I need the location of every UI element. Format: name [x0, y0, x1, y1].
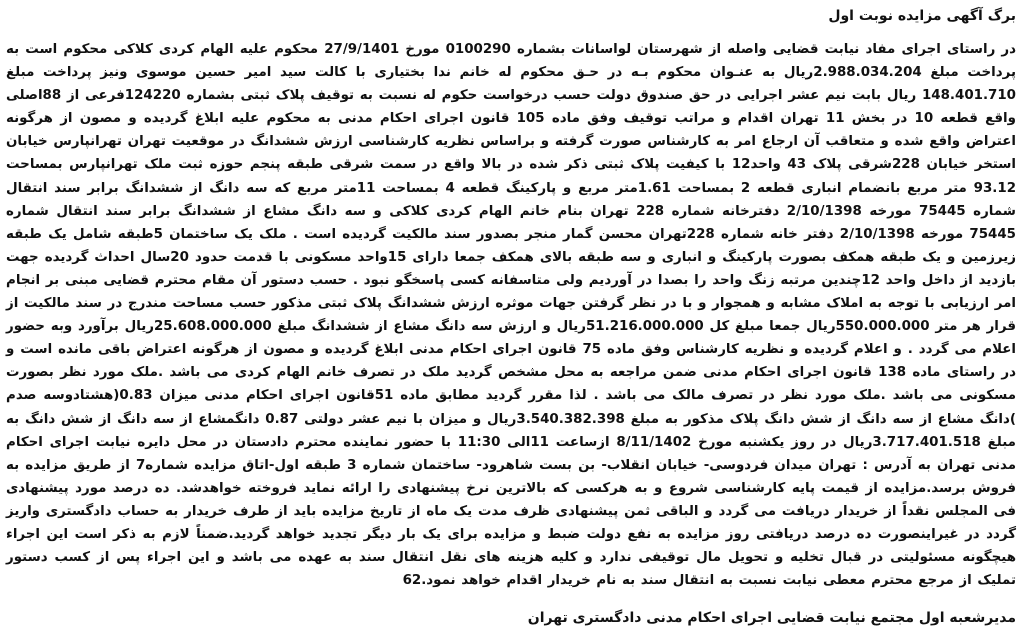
notice-signature: مدیرشعبه اول مجتمع نیابت قضایی اجرای احکام مدنی دادگستری تهران — [527, 610, 1016, 626]
notice-body: در راستای اجرای مفاد نیابت قضایی واصله از شهرستان لواسانات بشماره 0100290 مورخ 27/9/1401 محکوم علیه الهام کردی کلاکی محکوم است به پرداخت مبلغ 2.988.034.204ریال به عنـوان محکوم بـه در حـق محکوم له خانم ندا بختیاری با کالت سید امیر حسین موسوی ونیز پرداخت مبلغ 148.401.710 ریال بابت نیم عشر اجرایی در حق صندوق دولت حسب درخواست حکوم له نسبت به توقیف پلاک ثبتی بشماره 124220فرعی از 88اصلی واقع قطعه 10 در بخش 11 تهران اقدام و مراتب توقیف وفق ماده 105 قانون اجرای احکام مدنی به محکوم علیه ابلاغ گردیده و مصون از هرگونه اعتراض واقع شده و متعاقب آن ارجاع امر به کارشناس صورت گرفته و براساس نظریه کارشناسی ارزش ششدانگ در موقعیت تهران تهرانپارس خیابان استخر خیابان 228شرقی پلاک 43 واحد12 با کیفیت پلاک ثبتی ذکر شده در بالا واقع در سمت شرقی طبقه پنجم حوزه ثبت ملک تهرانپارس بمساحت 93.12 متر مربع بانضمام انباری قطعه 2 بمساحت 1.61متر مربع و پارکینگ قطعه 4 بمساحت 11متر مربع که سه دانگ از ششدانگ برابر سند انتقال شماره 75445 مورخه 2/10/1398 دفترخانه شماره 228 تهران بنام خانم الهام کردی کلاکی و سه دانگ مشاع از ششدانگ برابر سند انتقال شماره 75445 مورخه 2/10/1398 دفتر خانه شماره 228تهران محسن گمار منجر بصدور سند مالکیت گردیده است . ملک یک ساختمان 5طبقه شامل یک طبقه زیرزمین و یک طبقه همکف بصورت پارکینگ و انباری و سه طبقه بالای همکف جمعا دارای 15واحد مسکونی با قدمت حدود 20سال احداث گردیده جهت بازدید از داخل واحد 12چندین مرتبه زنگ واحد را بصدا در آوردیم ولی متاسفانه کسی پاسخگو نبود . حسب دستور آن مقام محترم قضایی مبنی بر انجام امر ارزیابی با توجه به املاک مشابه و همجوار و با در نظر گرفتن جهات موثره ارزش ششدانگ پلاک ثبتی مذکور حسب مساحت مندرج در سند مالکیت از قرار هر متر 550.000.000ریال جمعا مبلغ کل 51.216.000.000ریال و ارزش سه دانگ مشاع از ششدانگ مبلغ 25.608.000.000ریال برآورد وبه حضور اعلام می گردد . و اعلام گردیده و نظریه کارشناس وفق ماده 75 قانون اجرای احکام مدنی ابلاغ گردیده و مصون از هرگونه اعتراض باقی مانده است و در راستای ماده 138 قانون اجرای احکام مدنی ضمن مراجعه به محل مشخص گردید ملک در تصرف خانم الهام کردی می باشد .ملک مورد نظر بصورت مسکونی می باشد .ملک مورد نظر در تصرف مالک می باشد . لذا مقرر گردید مطابق ماده 51قانون اجرای احکام مدنی میزان 0.83(هشتادوسه صدم )دانگ مشاع از سه دانگ از شش دانگ پلاک مذکور به مبلغ 3.540.382.398ریال و میزان با نیم عشر دولتی 0.87 دانگمشاع از سه دانگ از شش دانگ به مبلغ 3.717.401.518ریال در روز یکشنبه مورخ 8/11/1402 ازساعت 11الی 11:30 با حضور نماینده محترم دادستان در محل دایره نیابت اجرای احکام مدنی تهران به آدرس : تهران میدان فردوسی- خیابان انقلاب- بن بست شاهرود- ساختمان شماره 3 طبقه اول-اتاق مزایده شماره7 از طریق مزایده به فروش برسد.مزایده از قیمت پایه کارشناسی شروع و به هرکسی که بالاترین نرخ پیشنهادی را ارائه نماید فروخته خواهدشد. ده درصد مورد پیشنهادی فی المجلس نقداً از خریدار دریافت می گردد و الباقی ثمن پیشنهادی ظرف مدت یک ماه از تاریخ مزایده باید از طرف خریدار به حساب دادگستری واریز گردد در غیراینصورت ده درصد دریافتی روز مزایده به نفع دولت ضبط و مزایده برای یک بار دیگر تجدید خواهد گردید.ضمناً لازم به ذکر است این اجراء هیچگونه مسئولیتی در قبال تخلیه و تحویل مال توقیفی ندارد و کلیه هزینه های نقل انتقال سند به عهده می باشد و این اجراء پس از کسب دستور تملیک از مرجع محترم معطی نیابت نسبت به انتقال سند به نام خریدار اقدام خواهد نمود.62 — [6, 42, 1017, 589]
notice-title: برگ آگهی مزایده نوبت اول — [828, 8, 1016, 24]
